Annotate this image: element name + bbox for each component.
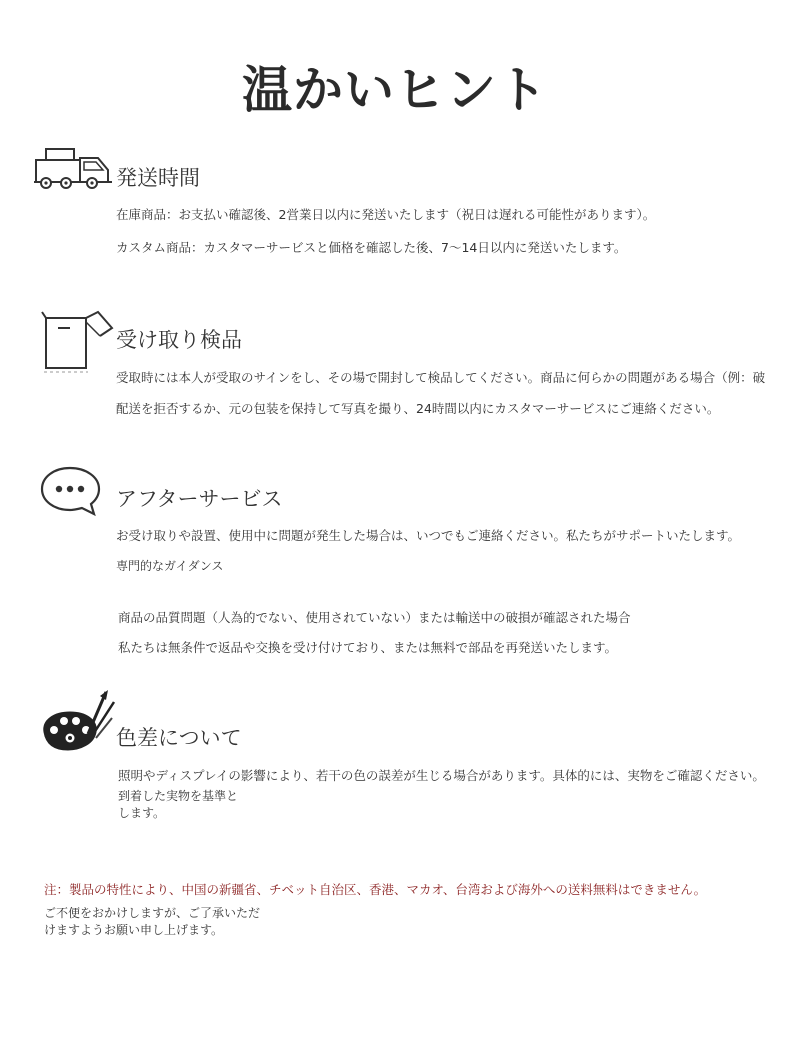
- shipping-exclusion-note: 注：製品の特性により、中国の新疆省、チベット自治区、香港、マカオ、台湾および海外への送料無料はできません。: [44, 882, 707, 897]
- color-subnote: 到着した実物を基準と します。: [118, 789, 239, 820]
- inspection-line-sign: 受取時には本人が受取のサインをし、その場で開封して検品してください。商品に何らかの問題がある場合（例：破: [116, 370, 766, 385]
- apology-note: ご不便をおかけしますが、ご了承いただ けますようお願い申し上げます。: [44, 906, 261, 937]
- aftersales-line-return: 私たちは無条件で返品や交換を受け付けており、または無料で部品を再発送いたします。: [118, 640, 618, 655]
- color-line-difference: 照明やディスプレイの影響により、若干の色の誤差が生じる場合があります。具体的には、実物をご確認ください。: [118, 768, 765, 783]
- section-heading-shipping: 発送時間: [116, 166, 200, 190]
- page-title: 温かいヒント: [242, 61, 548, 119]
- truck-icon: [34, 146, 114, 192]
- aftersales-line-contact: お受け取りや設置、使用中に問題が発生した場合は、いつでもご連絡ください。私たちがサポートいたします。: [116, 528, 741, 543]
- aftersales-line-quality: 商品の品質問題（人為的でない、使用されていない）または輸送中の破損が確認された場合: [118, 610, 631, 625]
- section-heading-inspection: 受け取り検品: [116, 328, 242, 352]
- section-heading-aftersales: アフターサービス: [116, 487, 283, 511]
- aftersales-subnote: 専門的なガイダンス: [116, 559, 224, 573]
- paint-palette-icon: [40, 688, 116, 758]
- shipping-line-custom: カスタム商品：カスタマーサービスと価格を確認した後、7〜14日以内に発送いたします。: [116, 240, 627, 255]
- shipping-line-stock: 在庫商品：お支払い確認後、2営業日以内に発送いたします（祝日は遅れる可能性があります）。: [116, 207, 656, 222]
- chat-bubble-icon: [40, 465, 102, 517]
- package-box-icon: [40, 308, 114, 374]
- section-heading-color: 色差について: [116, 726, 242, 750]
- inspection-line-refuse: 配送を拒否するか、元の包装を保持して写真を撮り、24時間以内にカスタマーサービスにご連絡ください。: [116, 401, 720, 416]
